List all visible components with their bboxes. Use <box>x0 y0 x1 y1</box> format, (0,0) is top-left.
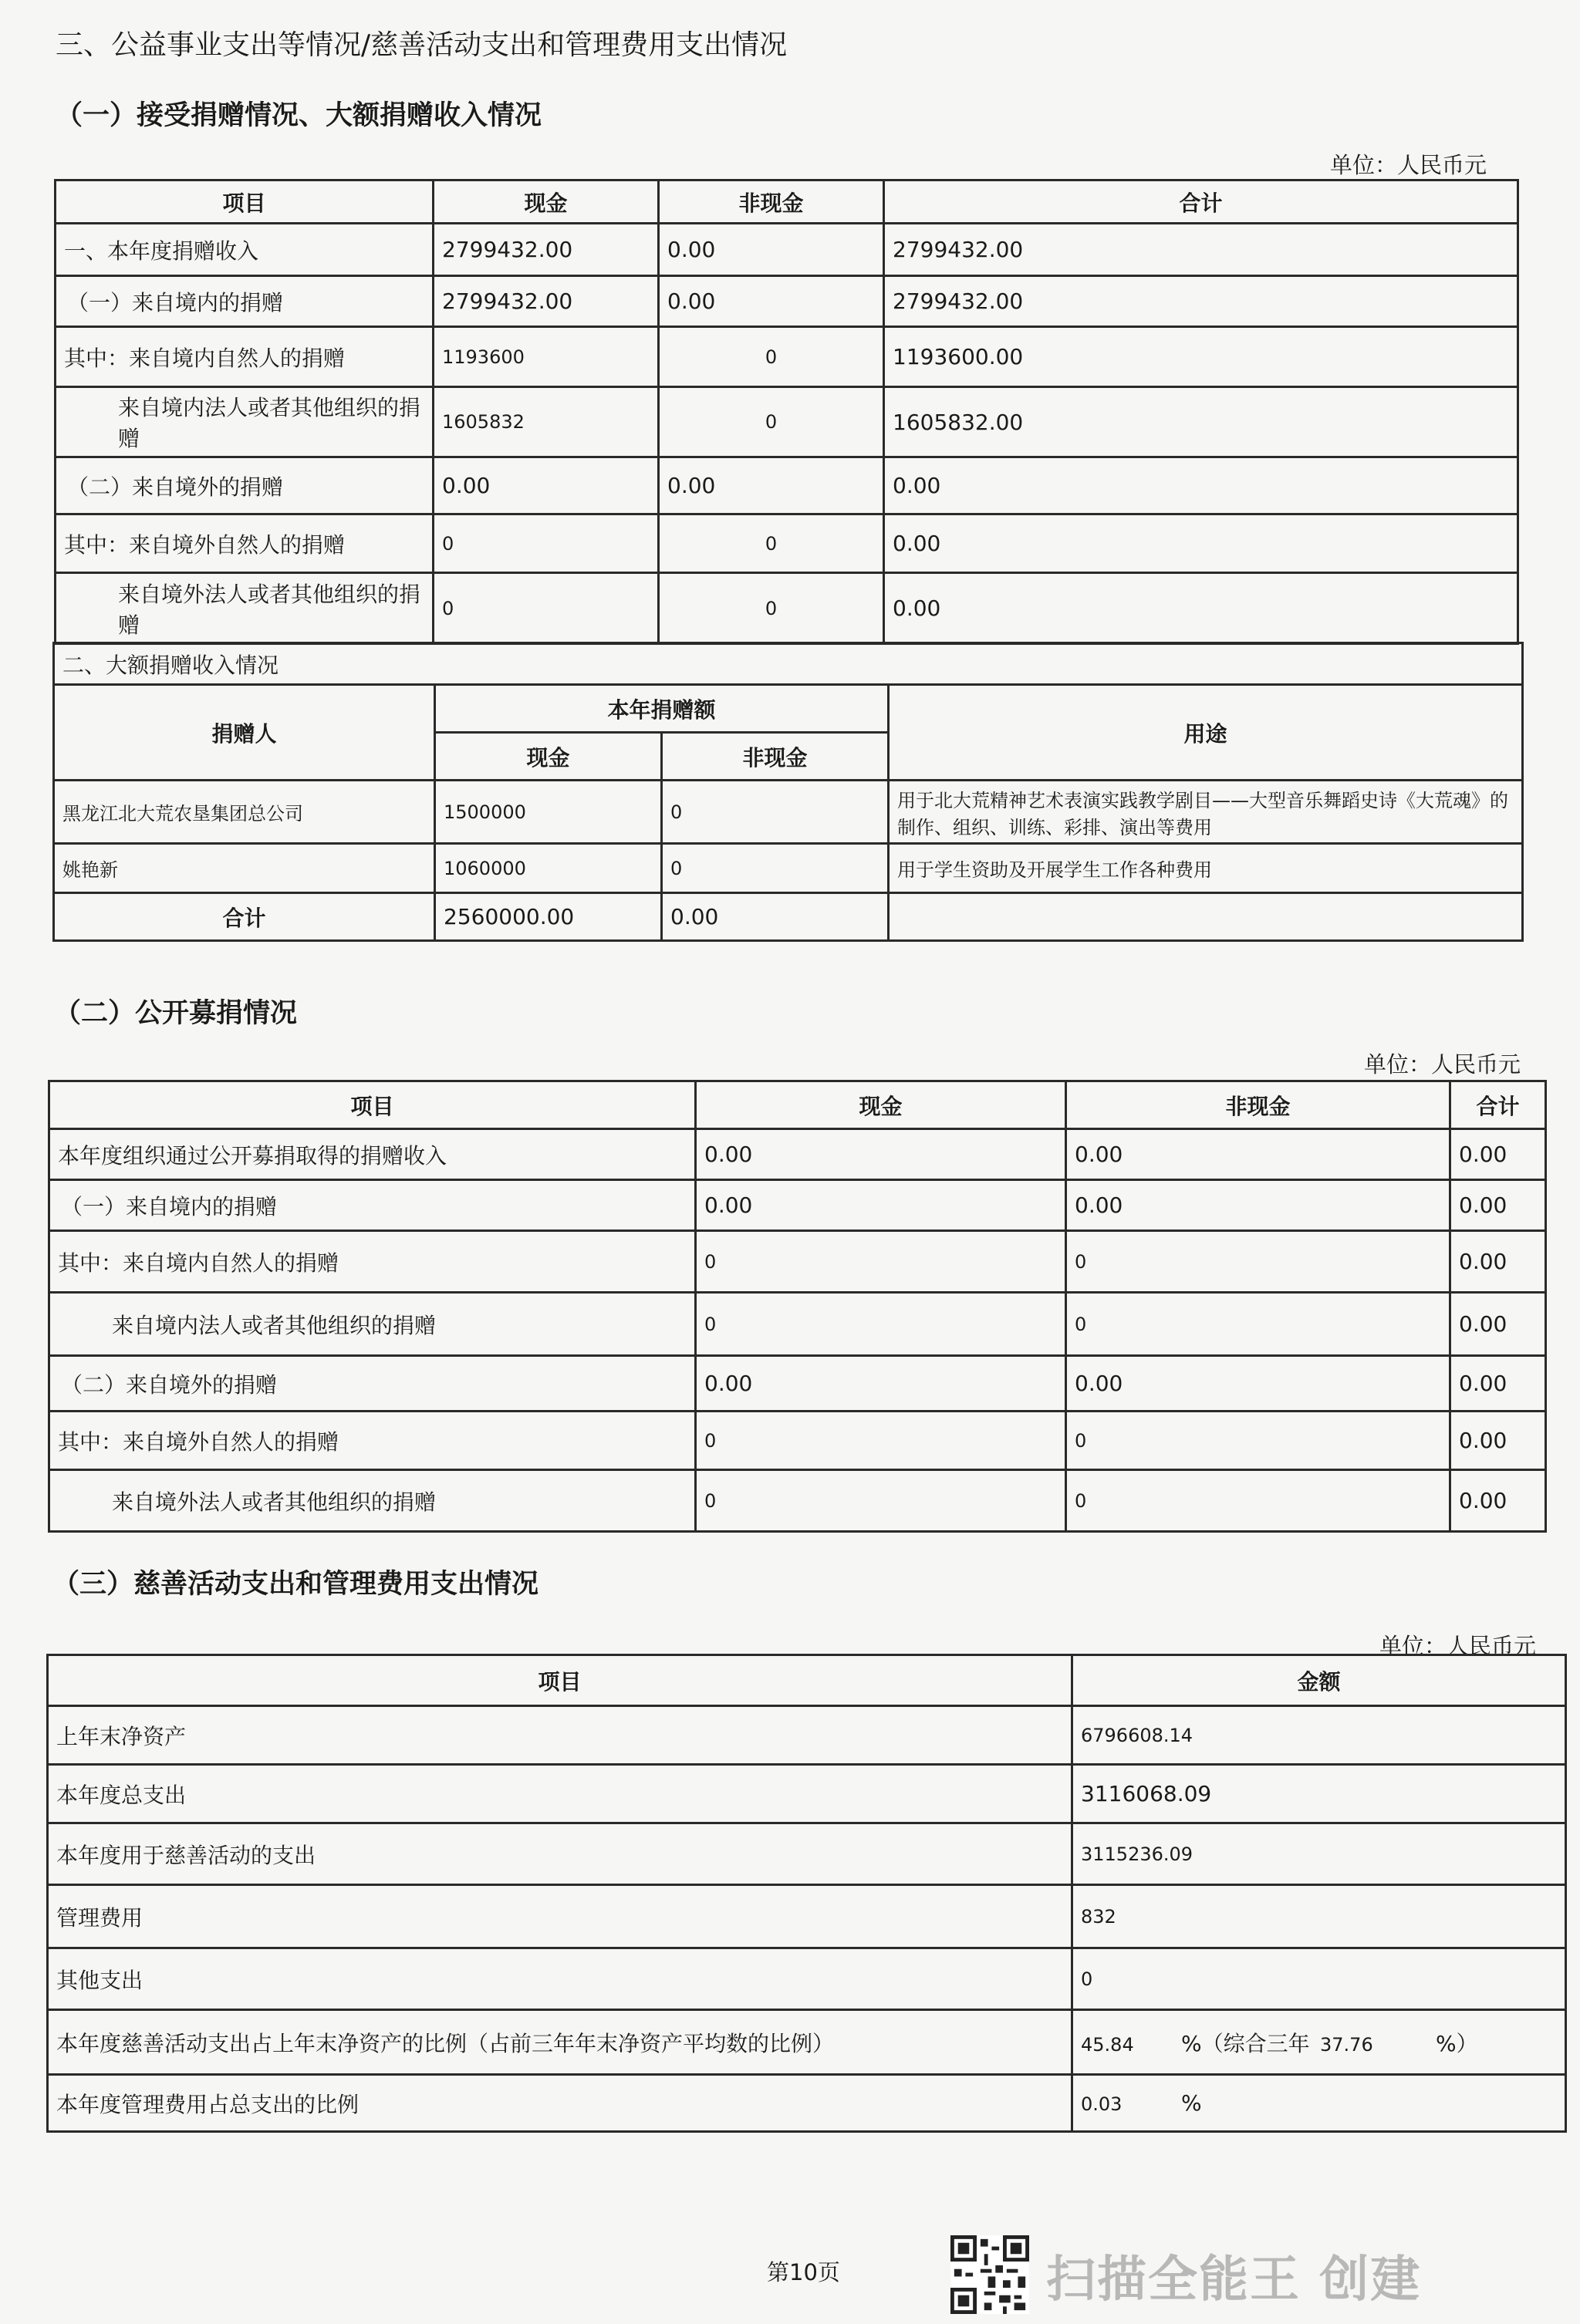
total-cash: 2560000.00 <box>435 893 662 941</box>
col-header: 金额 <box>1072 1655 1566 1706</box>
ratio-value: 45.84 <box>1081 2033 1134 2056</box>
table-row <box>48 2010 1566 2075</box>
public-fundraising-table <box>48 1080 1547 1533</box>
large-header-row <box>54 685 1523 733</box>
cell-purpose: 用于北大荒精神艺术表演实践教学剧目——大型音乐舞蹈史诗《大荒魂》的制作、组织、训练、彩排、演出等费用 <box>889 781 1523 844</box>
cell-noncash: 0.00 <box>1066 1356 1450 1412</box>
cell-cash: 0 <box>434 514 659 573</box>
cell-total: 0.00 <box>884 457 1518 514</box>
col-header: 项目 <box>49 1081 696 1129</box>
page-title: 三、公益事业支出等情况/慈善活动支出和管理费用支出情况 <box>56 29 788 61</box>
cell-cash: 0 <box>696 1293 1066 1356</box>
cell-total: 0.00 <box>1450 1180 1546 1231</box>
cell-noncash: 0 <box>662 844 889 893</box>
table-row <box>56 573 1518 644</box>
row-label: 来自境内法人或者其他组织的捐赠 <box>56 387 434 457</box>
cell-cash: 0.00 <box>696 1180 1066 1231</box>
cell-cash: 1605832 <box>434 387 659 457</box>
row-label: 上年末净资产 <box>48 1706 1072 1765</box>
donation-table <box>54 179 1519 645</box>
col-header: 现金 <box>696 1081 1066 1129</box>
cell-cash: 2799432.00 <box>434 276 659 327</box>
cell-total: 2799432.00 <box>884 276 1518 327</box>
page-number: 第10页 <box>767 2259 840 2285</box>
table-row <box>56 276 1518 327</box>
table-row <box>48 1948 1566 2010</box>
amount-group-header: 本年捐赠额 <box>435 685 889 733</box>
cell-cash: 2799432.00 <box>434 224 659 276</box>
row-label: 管理费用 <box>48 1885 1072 1948</box>
cell-noncash: 0.00 <box>1066 1129 1450 1180</box>
table-row <box>56 457 1518 514</box>
cell-total: 2799432.00 <box>884 224 1518 276</box>
table-row <box>56 387 1518 457</box>
cell-cash: 0 <box>696 1231 1066 1293</box>
section1-unit: 单位：人民币元 <box>1330 152 1487 178</box>
cell-noncash: 0.00 <box>1066 1180 1450 1231</box>
row-label: 一、本年度捐赠收入 <box>56 224 434 276</box>
ratio-value: 0.03 <box>1081 2093 1123 2115</box>
ratio-cell <box>1072 2010 1566 2075</box>
col-header: 项目 <box>48 1655 1072 1706</box>
row-label: 其中：来自境内自然人的捐赠 <box>56 327 434 387</box>
cell-cash: 0 <box>696 1470 1066 1532</box>
purpose-header: 用途 <box>889 685 1523 781</box>
table-row <box>48 1765 1566 1823</box>
cell-total: 0.00 <box>1450 1470 1546 1532</box>
col-header: 项目 <box>56 180 434 224</box>
cell-cash: 1500000 <box>435 781 662 844</box>
cell-cash: 0.00 <box>434 457 659 514</box>
row-label: 本年度组织通过公开募捐取得的捐赠收入 <box>49 1129 696 1180</box>
cell-noncash: 0 <box>659 327 884 387</box>
cell-cash: 0.00 <box>696 1129 1066 1180</box>
cell-total: 0.00 <box>1450 1231 1546 1293</box>
section3-title: （三）慈善活动支出和管理费用支出情况 <box>52 1569 539 1600</box>
section2-unit: 单位：人民币元 <box>1364 1051 1521 1078</box>
cell-noncash: 0 <box>1066 1412 1450 1470</box>
donor-name: 姚艳新 <box>54 844 435 893</box>
cell-noncash: 0.00 <box>659 457 884 514</box>
table-row <box>49 1129 1546 1180</box>
cell-cash: 1193600 <box>434 327 659 387</box>
total-label: 合计 <box>54 893 435 941</box>
cell-cash: 1060000 <box>435 844 662 893</box>
table-row <box>48 1885 1566 1948</box>
table-row <box>49 1412 1546 1470</box>
ratio-end: % <box>1181 2090 1202 2116</box>
row-label: 来自境外法人或者其他组织的捐赠 <box>56 573 434 644</box>
large-donation-table <box>52 642 1524 942</box>
ratio-cell <box>1072 2075 1566 2132</box>
cell-total: 1193600.00 <box>884 327 1518 387</box>
section2-title: （二）公开募捐情况 <box>54 998 298 1029</box>
total-row <box>54 893 1523 941</box>
table-row <box>56 224 1518 276</box>
ratio-label: 本年度管理费用占总支出的比例 <box>48 2075 1072 2132</box>
row-label: 本年度用于慈善活动的支出 <box>48 1823 1072 1885</box>
row-label: （一）来自境内的捐赠 <box>56 276 434 327</box>
donor-name: 黑龙江北大荒农垦集团总公司 <box>54 781 435 844</box>
cell-noncash: 0 <box>1066 1470 1450 1532</box>
section3-unit: 单位：人民币元 <box>1379 1633 1537 1659</box>
table-row <box>49 1231 1546 1293</box>
cell-amount: 3116068.09 <box>1072 1765 1566 1823</box>
row-label: 其中：来自境外自然人的捐赠 <box>49 1412 696 1470</box>
table-row <box>48 2075 1566 2132</box>
cell-total: 0.00 <box>1450 1293 1546 1356</box>
cell-cash: 0.00 <box>696 1356 1066 1412</box>
cash-header: 现金 <box>435 733 662 781</box>
cell-total: 0.00 <box>884 514 1518 573</box>
row-label: （一）来自境内的捐赠 <box>49 1180 696 1231</box>
table-header-row <box>49 1081 1546 1129</box>
large-title-row <box>54 643 1523 685</box>
cell-noncash: 0 <box>1066 1293 1450 1356</box>
donor-header: 捐赠人 <box>54 685 435 781</box>
scanner-watermark: 扫描全能王 创建 <box>1046 2251 1422 2309</box>
cell-amount: 3115236.09 <box>1072 1823 1566 1885</box>
row-label: 其中：来自境内自然人的捐赠 <box>49 1231 696 1293</box>
cell-total: 1605832.00 <box>884 387 1518 457</box>
cell-total: 0.00 <box>1450 1356 1546 1412</box>
table-row <box>48 1823 1566 1885</box>
cell-noncash: 0.00 <box>659 224 884 276</box>
col-header: 合计 <box>1450 1081 1546 1129</box>
total-noncash: 0.00 <box>662 893 889 941</box>
ratio-value-3yr: 37.76 <box>1320 2033 1373 2056</box>
cell-amount: 0 <box>1072 1948 1566 2010</box>
cell-total: 0.00 <box>884 573 1518 644</box>
cell-cash: 0 <box>434 573 659 644</box>
cell-total: 0.00 <box>1450 1412 1546 1470</box>
row-label: 来自境内法人或者其他组织的捐赠 <box>49 1293 696 1356</box>
col-header: 现金 <box>434 180 659 224</box>
cell-amount: 832 <box>1072 1885 1566 1948</box>
total-purpose <box>889 893 1523 941</box>
col-header: 合计 <box>884 180 1518 224</box>
ratio-label: 本年度慈善活动支出占上年末净资产的比例（占前三年年末净资产平均数的比例） <box>48 2010 1072 2075</box>
table-row <box>49 1470 1546 1532</box>
row-label: （二）来自境外的捐赠 <box>56 457 434 514</box>
table-header-row <box>48 1655 1566 1706</box>
cell-amount: 6796608.14 <box>1072 1706 1566 1765</box>
table-row <box>49 1180 1546 1231</box>
cell-noncash: 0 <box>659 573 884 644</box>
row-label: 本年度总支出 <box>48 1765 1072 1823</box>
table-header-row <box>56 180 1518 224</box>
cell-noncash: 0 <box>659 387 884 457</box>
ratio-end: %） <box>1436 2030 1478 2056</box>
table-row <box>48 1706 1566 1765</box>
noncash-header: 非现金 <box>662 733 889 781</box>
qr-code-icon <box>950 2235 1029 2314</box>
table-row <box>49 1356 1546 1412</box>
table-row <box>49 1293 1546 1356</box>
cell-noncash: 0 <box>659 514 884 573</box>
section1-title: （一）接受捐赠情况、大额捐赠收入情况 <box>56 100 542 131</box>
large-donation-title: 二、大额捐赠收入情况 <box>54 643 1523 685</box>
ratio-mid: %（综合三年 <box>1181 2030 1310 2056</box>
row-label: （二）来自境外的捐赠 <box>49 1356 696 1412</box>
cell-noncash: 0.00 <box>659 276 884 327</box>
cell-cash: 0 <box>696 1412 1066 1470</box>
row-label: 其他支出 <box>48 1948 1072 2010</box>
cell-noncash: 0 <box>662 781 889 844</box>
row-label: 其中：来自境外自然人的捐赠 <box>56 514 434 573</box>
col-header: 非现金 <box>1066 1081 1450 1129</box>
charity-expense-table <box>46 1654 1567 2133</box>
table-row <box>56 327 1518 387</box>
row-label: 来自境外法人或者其他组织的捐赠 <box>49 1470 696 1532</box>
col-header: 非现金 <box>659 180 884 224</box>
cell-total: 0.00 <box>1450 1129 1546 1180</box>
cell-purpose: 用于学生资助及开展学生工作各种费用 <box>889 844 1523 893</box>
table-row <box>54 844 1523 893</box>
table-row <box>56 514 1518 573</box>
cell-noncash: 0 <box>1066 1231 1450 1293</box>
table-row <box>54 781 1523 844</box>
